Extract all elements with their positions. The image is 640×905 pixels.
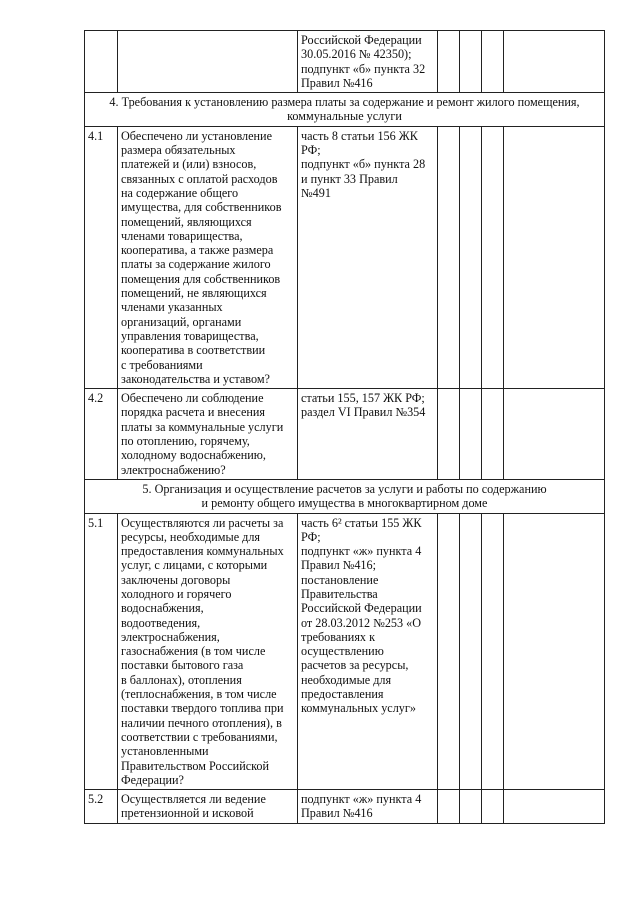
answer-cell (482, 31, 504, 93)
answer-cell (482, 513, 504, 790)
answer-cell (460, 126, 482, 388)
table-row (85, 126, 605, 388)
answer-cell (460, 513, 482, 790)
legal-reference: часть 6² статьи 155 ЖК РФ; подпункт «ж» пункта 4 Правил №416; постановление Правительства Российской Федерации от 28.03.2012 №253 «О требованиях к осуществлению расчетов за ресурсы, необходимые для предоставления коммунальных услуг» (298, 513, 438, 790)
item-number: 5.2 (85, 790, 118, 824)
answer-cell (482, 126, 504, 388)
question-text: Обеспечено ли установление размера обязательных платежей и (или) взносов, связанных с оплатой расходов на содержание общего имущества, для собственников помещений, являющихся членами товарищества, кооператива, а также размера платы за содержание жилого помещения для собственников помещений, не являющихся членами указанных организаций, органами управления товарищества, кооператива в соответствии с требованиями законодательства и уставом? (118, 126, 298, 388)
question-text: Осуществляется ли ведение претензионной и исковой (118, 790, 298, 824)
answer-cell (504, 389, 605, 480)
question-text: Обеспечено ли соблюдение порядка расчета и внесения платы за коммунальные услуги по отоплению, горячему, холодному водоснабжению, электроснабжению? (118, 389, 298, 480)
answer-cell (438, 126, 460, 388)
item-number: 5.1 (85, 513, 118, 790)
answer-cell (438, 389, 460, 480)
section-header-row (85, 93, 605, 127)
answer-cell (482, 389, 504, 480)
answer-cell (438, 31, 460, 93)
legal-reference: статьи 155, 157 ЖК РФ; раздел VI Правил №354 (298, 389, 438, 480)
table-row (85, 31, 605, 93)
item-number: 4.2 (85, 389, 118, 480)
answer-cell (504, 126, 605, 388)
table-row (85, 389, 605, 480)
answer-cell (482, 790, 504, 824)
answer-cell (504, 790, 605, 824)
item-number: 4.1 (85, 126, 118, 388)
answer-cell (438, 513, 460, 790)
section-header-row (85, 479, 605, 513)
section-title: 4. Требования к установлению размера платы за содержание и ремонт жилого помещения, коммунальные услуги (85, 93, 605, 127)
section-title: 5. Организация и осуществление расчетов за услуги и работы по содержанию и ремонту общего имущества в многоквартирном доме (85, 479, 605, 513)
legal-reference: Российской Федерации 30.05.2016 № 42350); подпункт «б» пункта 32 Правил №416 (298, 31, 438, 93)
table-row (85, 790, 605, 824)
table-row (85, 513, 605, 790)
answer-cell (460, 31, 482, 93)
question-text: Осуществляются ли расчеты за ресурсы, необходимые для предоставления коммунальных услуг, с лицами, с которыми заключены договоры холодного и горячего водоснабжения, водоотведения, электроснабжения, газоснабжения (в том числе поставки бытового газа в баллонах), отопления (теплоснабжения, в том числе поставки твердого топлива при наличии печного отопления), в соответствии с требованиями, установленными Правительством Российской Федерации? (118, 513, 298, 790)
legal-reference: часть 8 статьи 156 ЖК РФ; подпункт «б» пункта 28 и пункт 33 Правил №491 (298, 126, 438, 388)
answer-cell (460, 389, 482, 480)
answer-cell (504, 31, 605, 93)
answer-cell (504, 513, 605, 790)
question-text (118, 31, 298, 93)
checklist-table (84, 30, 605, 824)
answer-cell (460, 790, 482, 824)
item-number (85, 31, 118, 93)
legal-reference: подпункт «ж» пункта 4 Правил №416 (298, 790, 438, 824)
answer-cell (438, 790, 460, 824)
